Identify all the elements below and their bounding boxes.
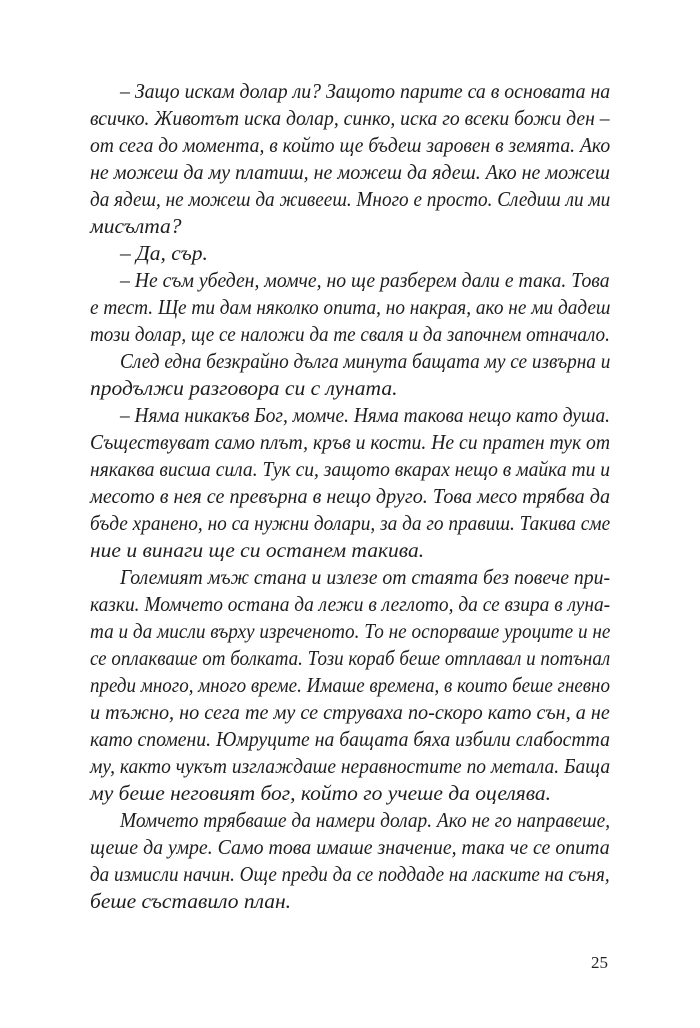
text-line: му беше неговият бог, който го учеше да оцелява. (90, 781, 552, 805)
text-line: от сега до момента, в който ще бъдеш заровен в земята. Ако (90, 133, 611, 157)
text-line: Съществуват само плът, кръв и кости. Не си пратен тук от (90, 430, 611, 454)
text-line: преди много, много време. Имаше времена, в които беше гневно (90, 673, 610, 697)
text-line: – Да, сър. (120, 241, 208, 265)
text-line: беше съставило план. (90, 889, 292, 913)
text-line: – Не съм убеден, момче, но ще разберем дали е така. Това (120, 268, 610, 292)
text-line: Големият мъж стана и излезе от стаята без повече при- (120, 565, 611, 589)
text-line: се оплакваше от болката. Този кораб беше отплавал и потънал (90, 646, 611, 670)
text-line: След една безкрайно дълга минута бащата му се извърна и (120, 349, 611, 373)
text-line: Момчето трябваше да намери долар. Ако не го направеше, (120, 808, 611, 832)
text-line: ние и винаги ще си останем такива. (90, 538, 425, 562)
text-line: като спомени. Юмруците на бащата бяха избили слабостта (90, 727, 610, 751)
text-line: месото в нея се превърна в нещо друго. Това месо трябва да (90, 484, 611, 508)
text-line: продължи разговора си с луната. (90, 376, 398, 400)
text-line: всичко. Животът иска долар, синко, иска го всеки божи ден – (90, 106, 610, 130)
text-line: е тест. Ще ти дам няколко опита, но накрая, ако не ми дадеш (90, 295, 611, 319)
text-line: та и да мисли върху изреченото. То не оспорваше уроците и не (90, 619, 611, 643)
text-line: му, както чукът изглаждаше неравностите по метала. Баща (90, 754, 611, 778)
text-line: да ядеш, не можеш да живееш. Много е просто. Следиш ли ми (90, 187, 611, 211)
text-line: щеше да умре. Само това имаше значение, така че се опита (90, 835, 610, 859)
text-line: този долар, ще се наложи да те сваля и да започнем отначало. (90, 322, 610, 346)
text-line: казки. Момчето остана да лежи в леглото, да се взира в луна- (90, 592, 611, 616)
text-line: – Няма никакъв Бог, момче. Няма такова нещо като душа. (120, 403, 611, 427)
text-line: бъде хранено, но са нужни долари, за да го правиш. Такива сме (90, 511, 611, 535)
text-line: – Защо искам долар ли? Защото парите са в основата на (120, 79, 611, 103)
text-line: някаква висша сила. Тук си, защото вкарах нещо в майка ти и (90, 457, 611, 481)
text-line: не можеш да му платиш, не можеш да ядеш. Ако не можеш (90, 160, 610, 184)
page-number: 25 (591, 953, 608, 972)
text-line: да измисли начин. Още преди да се поддаде на ласките на съня, (90, 862, 610, 886)
text-line: мисълта? (90, 214, 182, 238)
text-line: и тъжно, но сега те му се струваха по-скоро като сън, а не (90, 700, 610, 724)
